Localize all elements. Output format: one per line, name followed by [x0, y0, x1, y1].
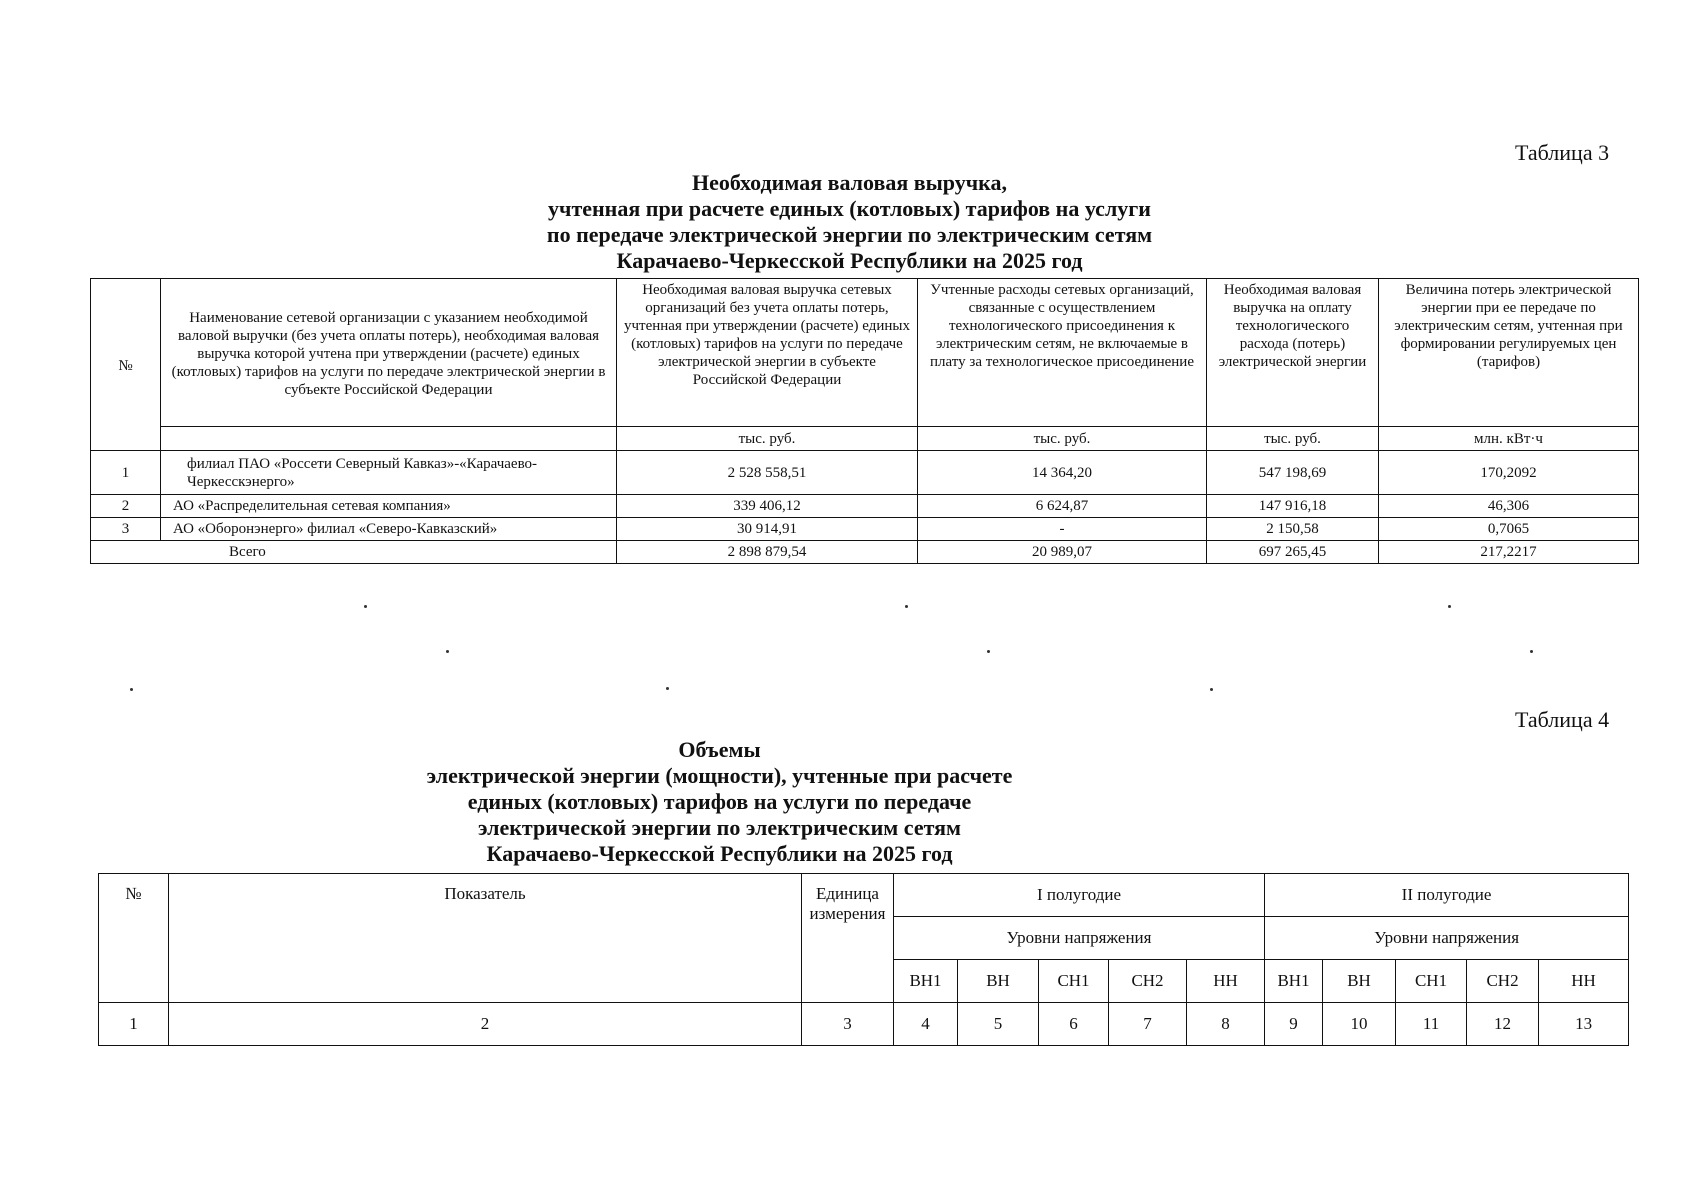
header-loss-volume: Величина потерь электрической энергии при ее передаче по электрическим сетям, учтенная при формировании регулируемых цен (тарифов) — [1379, 279, 1639, 427]
row-value: 147 916,18 — [1207, 495, 1379, 518]
level-cell: НН — [1539, 960, 1629, 1003]
column-number: 5 — [958, 1003, 1039, 1046]
level-cell: НН — [1187, 960, 1265, 1003]
header-second-half: II полугодие — [1265, 874, 1629, 917]
row-value: 30 914,91 — [617, 518, 918, 541]
scan-speck — [905, 605, 908, 608]
row-value: 14 364,20 — [918, 451, 1207, 495]
total-value: 2 898 879,54 — [617, 541, 918, 564]
level-cell: СН1 — [1396, 960, 1467, 1003]
scan-speck — [1448, 605, 1451, 608]
total-row — [91, 541, 1639, 564]
column-number: 9 — [1265, 1003, 1323, 1046]
column-number: 13 — [1539, 1003, 1629, 1046]
level-cell: ВН — [1323, 960, 1396, 1003]
table4-title-line: единых (котловых) тарифов на услуги по передаче — [467, 789, 972, 814]
unit-cell: тыс. руб. — [918, 427, 1207, 451]
row-org-name: АО «Распределительная сетевая компания» — [161, 495, 617, 518]
table-row — [91, 518, 1639, 541]
row-num: 2 — [91, 495, 161, 518]
column-number: 10 — [1323, 1003, 1396, 1046]
level-cell: ВН — [958, 960, 1039, 1003]
header-indicator: Показатель — [169, 874, 802, 1003]
column-number: 6 — [1039, 1003, 1109, 1046]
table4-label: Таблица 4 — [1515, 707, 1610, 732]
row-value: 46,306 — [1379, 495, 1639, 518]
table4-title — [0, 737, 1569, 867]
header-first-half: I полугодие — [894, 874, 1265, 917]
column-number: 3 — [802, 1003, 894, 1046]
column-number: 12 — [1467, 1003, 1539, 1046]
table3-title-line: учтенная при расчете единых (котловых) тарифов на услуги — [548, 196, 1151, 221]
total-label: Всего — [91, 541, 617, 564]
row-num: 3 — [91, 518, 161, 541]
scan-speck — [364, 605, 367, 608]
header-voltage-levels: Уровни напряжения — [894, 917, 1265, 960]
row-org-name: филиал ПАО «Россети Северный Кавказ»-«Карачаево-Черкесскэнерго» — [161, 451, 617, 495]
row-org-name: АО «Оборонэнерго» филиал «Северо-Кавказский» — [161, 518, 617, 541]
energy-volume-table — [98, 873, 1629, 1046]
column-number: 1 — [99, 1003, 169, 1046]
row-value: 6 624,87 — [918, 495, 1207, 518]
revenue-table — [90, 278, 1639, 564]
unit-cell: тыс. руб. — [617, 427, 918, 451]
table3-title-line: Необходимая валовая выручка, — [691, 170, 1007, 195]
table4-title-line: электрической энергии по электрическим сетям — [478, 815, 961, 840]
row-value: 0,7065 — [1379, 518, 1639, 541]
table4-title-line: электрической энергии (мощности), учтенные при расчете — [426, 763, 1013, 788]
table3-title — [0, 170, 1699, 274]
total-value: 217,2217 — [1379, 541, 1639, 564]
header-num: № — [99, 874, 169, 1003]
table3-title-line: по передаче электрической энергии по электрическим сетям — [546, 222, 1153, 247]
row-value: - — [918, 518, 1207, 541]
header-unit: Единица измерения — [802, 874, 894, 1003]
unit-cell-empty — [161, 427, 617, 451]
header-revenue: Необходимая валовая выручка сетевых организаций без учета оплаты потерь, учтенная при утверждении (расчете) единых (котловых) тарифов на услуги по передаче электрической энергии в субъекте Российской Федерации — [617, 279, 918, 427]
row-value: 547 198,69 — [1207, 451, 1379, 495]
row-num: 1 — [91, 451, 161, 495]
row-value: 2 150,58 — [1207, 518, 1379, 541]
header-connection-costs: Учтенные расходы сетевых организаций, связанные с осуществлением технологического присоединения к электрическим сетям, не включаемые в плату за технологическое присоединение — [918, 279, 1207, 427]
header-org-name: Наименование сетевой организации с указанием необходимой валовой выручки (без учета оплаты потерь), необходимая валовая выручка которой учтена при утверждении (расчете) единых (котловых) тарифов на услуги по передаче электрической энергии в субъекте Российской Федерации — [161, 279, 617, 427]
scan-speck — [1530, 650, 1533, 653]
row-value: 170,2092 — [1379, 451, 1639, 495]
total-value: 697 265,45 — [1207, 541, 1379, 564]
column-number: 7 — [1109, 1003, 1187, 1046]
table4-title-line: Объемы — [678, 737, 761, 762]
numbering-row — [99, 1003, 1629, 1046]
level-cell: ВН1 — [894, 960, 958, 1003]
header-voltage-levels: Уровни напряжения — [1265, 917, 1629, 960]
table-row — [91, 451, 1639, 495]
column-number: 8 — [1187, 1003, 1265, 1046]
table-row — [91, 495, 1639, 518]
column-number: 2 — [169, 1003, 802, 1046]
level-cell: СН1 — [1039, 960, 1109, 1003]
table3-title-line: Карачаево-Черкесской Республики на 2025 год — [616, 248, 1083, 273]
total-value: 20 989,07 — [918, 541, 1207, 564]
unit-cell: млн. кВт·ч — [1379, 427, 1639, 451]
header-num: № — [91, 279, 161, 451]
level-cell: СН2 — [1467, 960, 1539, 1003]
scan-speck — [666, 687, 669, 690]
level-cell: ВН1 — [1265, 960, 1323, 1003]
level-cell: СН2 — [1109, 960, 1187, 1003]
row-value: 2 528 558,51 — [617, 451, 918, 495]
table4-title-line: Карачаево-Черкесской Республики на 2025 год — [486, 841, 953, 866]
column-number: 11 — [1396, 1003, 1467, 1046]
table3-label: Таблица 3 — [1515, 140, 1610, 165]
row-value: 339 406,12 — [617, 495, 918, 518]
header-loss-revenue: Необходимая валовая выручка на оплату технологического расхода (потерь) электрической энергии — [1207, 279, 1379, 427]
scan-speck — [1210, 688, 1213, 691]
unit-cell: тыс. руб. — [1207, 427, 1379, 451]
scan-speck — [987, 650, 990, 653]
scan-speck — [446, 650, 449, 653]
column-number: 4 — [894, 1003, 958, 1046]
scan-speck — [130, 688, 133, 691]
